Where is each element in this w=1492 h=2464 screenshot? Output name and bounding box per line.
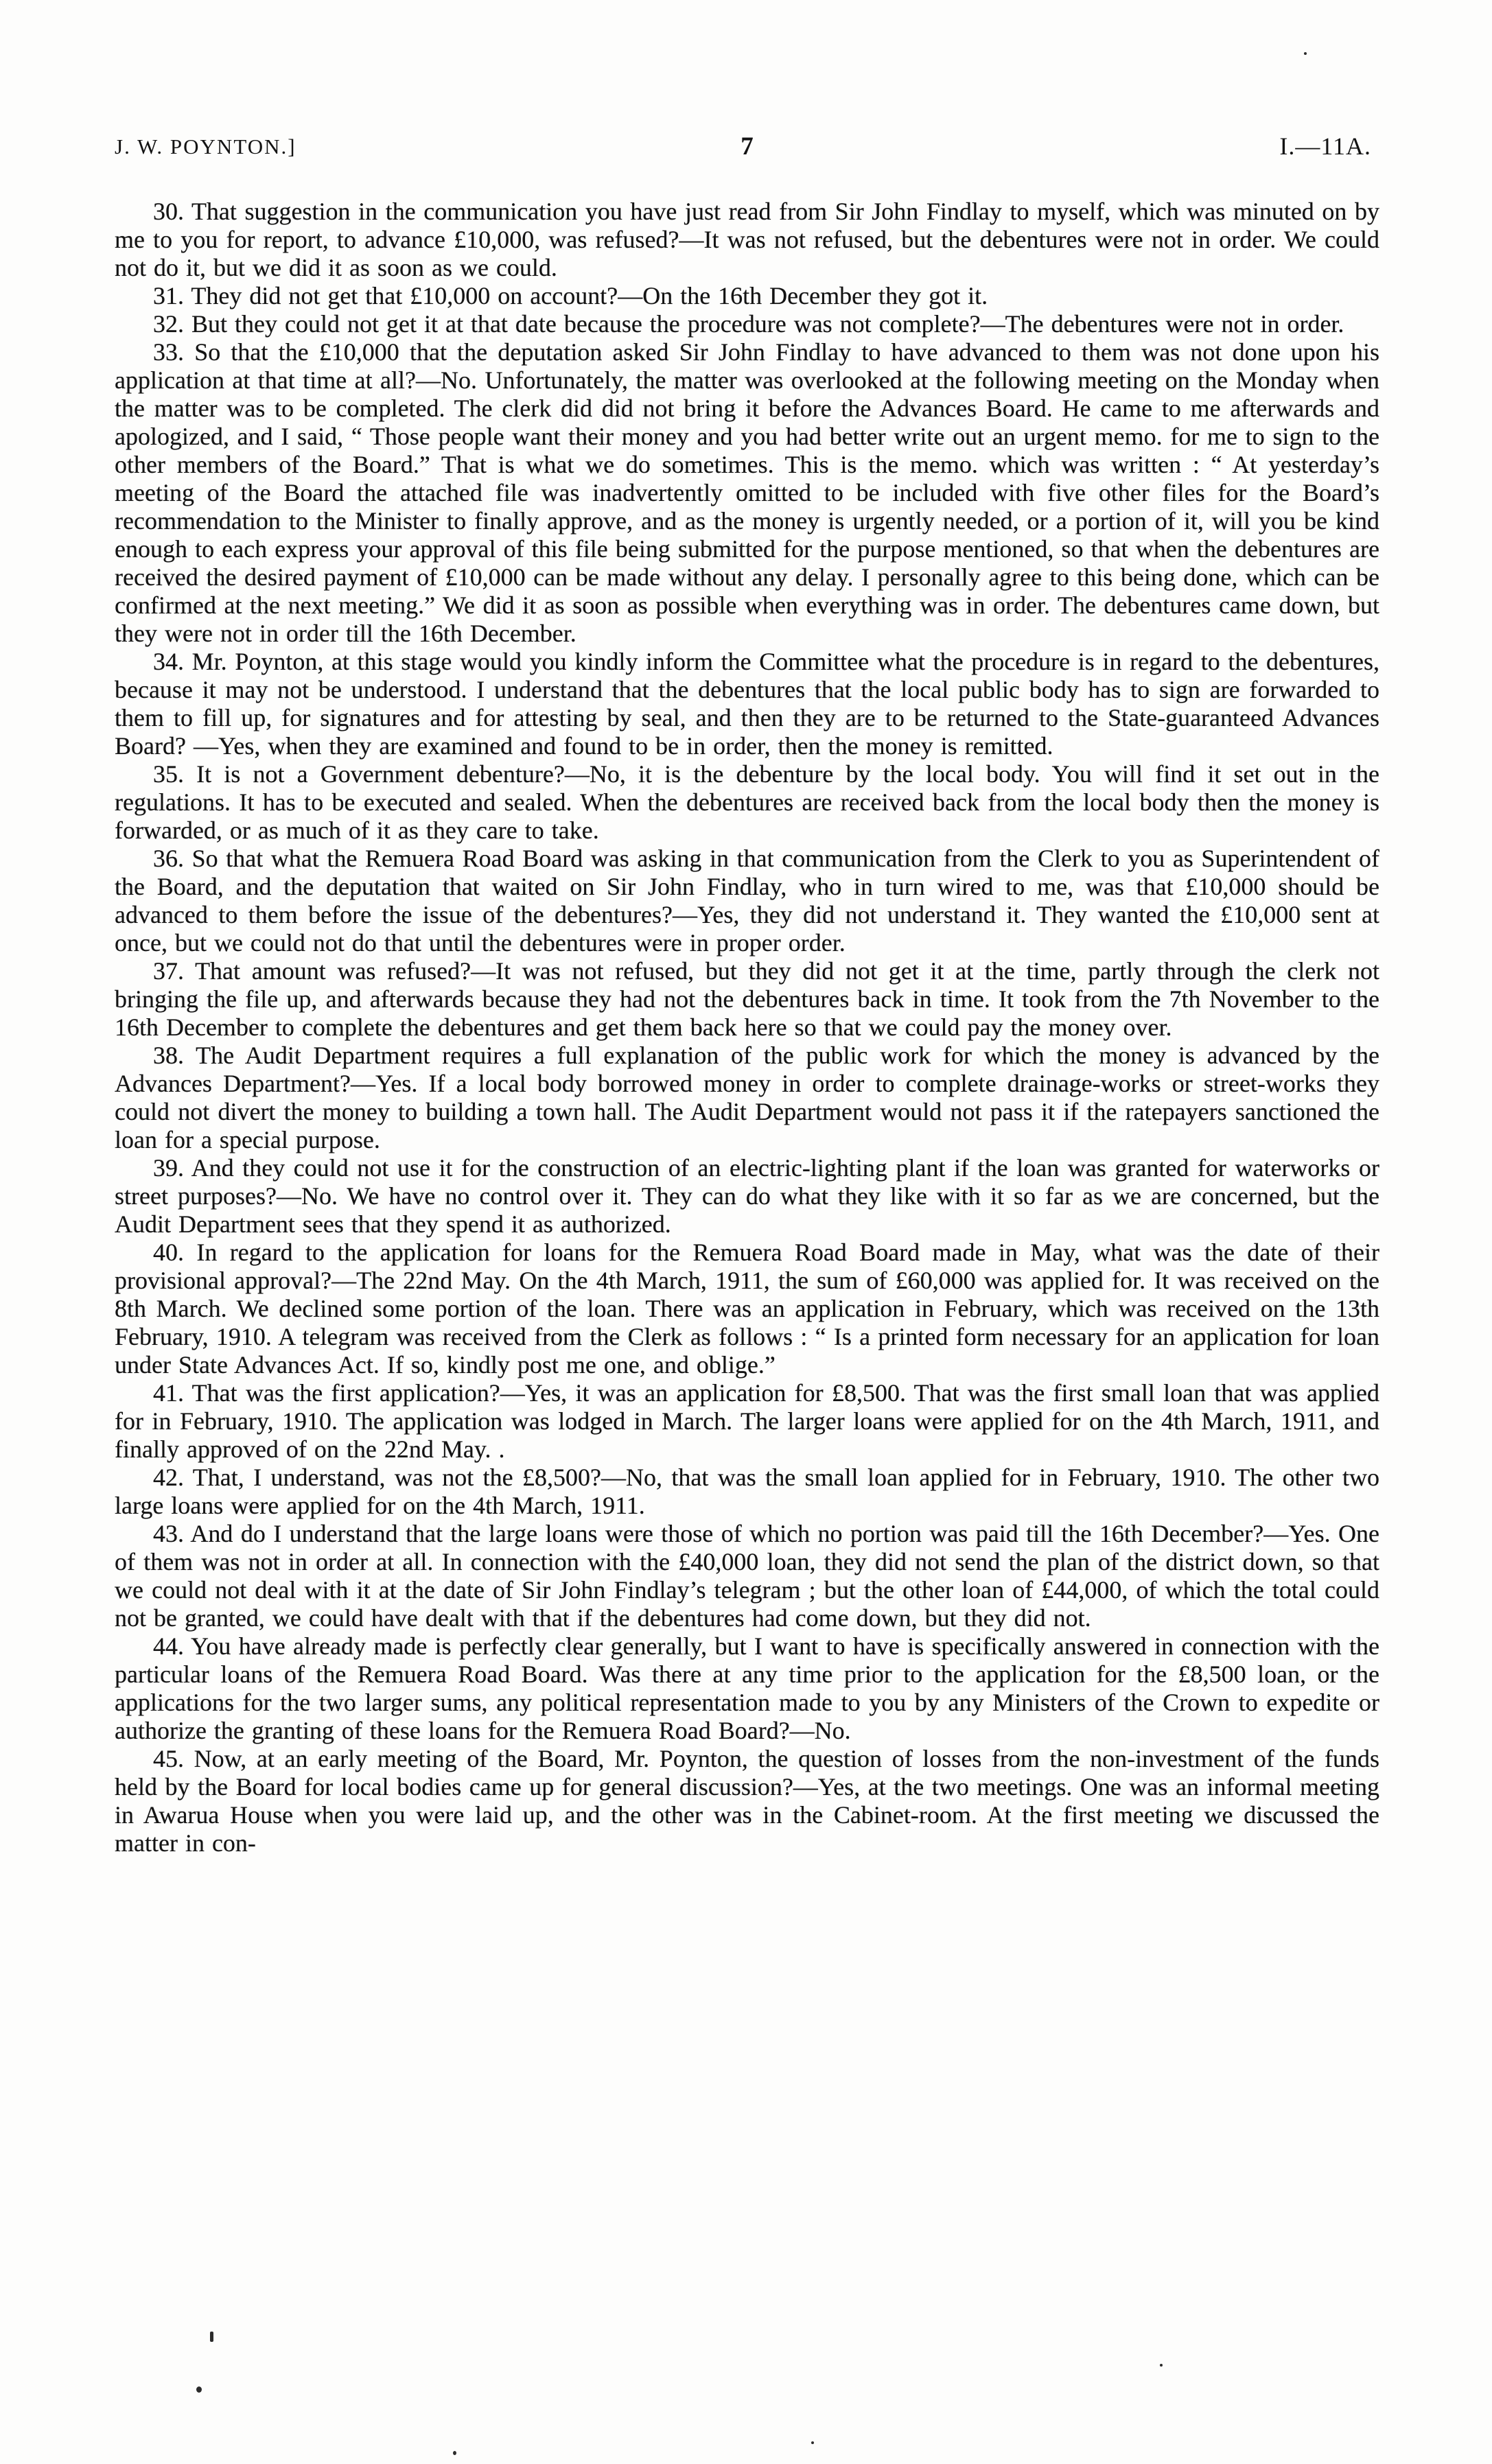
ink-speck [811,2441,814,2444]
qa-paragraph-40: 40. In regard to the application for loans for the Remuera Road Board made in May, what was the date of their provisional approval?—The 22nd May. On the 4th March, 1911, the sum of £60,000 was applied for. It was received on the 8th March. We declined some portion of the loan. There was an application in February, which was received on the 13th February, 1910. A telegram was received from the Clerk as follows : “ Is a printed form necessary for an application for loan under State Advances Act. If so, kindly post me one, and oblige.” [115,1239,1379,1378]
qa-paragraph-41: 41. That was the first application?—Yes, it was an application for £8,500. That was the first small loan that was applied for in February, 1910. The application was lodged in March. The larger loans were applied for on the 4th March, 1911, and finally approved of on the 22nd May. . [115,1379,1379,1463]
qa-paragraph-31: 31. They did not get that £10,000 on account?—On the 16th December they got it. [153,282,988,309]
qa-paragraph-35: 35. It is not a Government debenture?—No, it is the debenture by the local body. You will find it set out in the regulations. It has to be executed and sealed. When the debentures are received back from the local body then the money is forwarded, or as much of it as they care to take. [115,760,1379,844]
qa-paragraph-37: 37. That amount was refused?—It was not refused, but they did not get it at the time, partly through the clerk not bringing the file up, and afterwards because they had not the debentures back in time. It took from the 7th November to the 16th December to complete the debentures and get them back here so that we could pay the money over. [115,957,1379,1041]
page-header [115,132,1379,166]
page-number: 7 [741,132,754,161]
qa-paragraph-30: 30. That suggestion in the communication you have just read from Sir John Findlay to myself, which was minuted on by me to you for report, to advance £10,000, was refused?—It was not refused, but the debentures were not in order. We could not do it, but we did it as soon as we could. [115,198,1379,281]
qa-paragraph-45: 45. Now, at an early meeting of the Board, Mr. Poynton, the question of losses from the non-investment of the funds held by the Board for local bodies came up for general discussion?—Yes, at the two meetings. One was an informal meeting in Awarua House when you were laid up, and the other was in the Cabinet-room. At the first meeting we discussed the matter in con- [115,1745,1379,1857]
ink-speck [210,2332,213,2342]
qa-paragraph-33: 33. So that the £10,000 that the deputation asked Sir John Findlay to have advanced to them was not done upon his application at that time at all?—No. Unfortunately, the matter was overlooked at the following meeting on the Monday when the matter was to be completed. The clerk did did not bring it before the Advances Board. He came to me afterwards and apologized, and I said, “ Those people want their money and you had better write out an urgent memo. for me to sign to the other members of the Board.” That is what we do sometimes. This is the memo. which was written : “ At yesterday’s meeting of the Board the attached file was inadvertently omitted to be included with five other files for the Board’s recommendation to the Minister to finally approve, and as the money is urgently needed, or a portion of it, will you be kind enough to each express your approval of this file being submitted for the purpose mentioned, so that when the debentures are received the desired payment of £10,000 can be made without any delay. I personally agree to this being done, which can be confirmed at the next meeting.” We did it as soon as possible when everything was in order. The debentures came down, but they were not in order till the 16th December. [115,338,1379,647]
qa-paragraph-34: 34. Mr. Poynton, at this stage would you kindly inform the Committee what the procedure is in regard to the debentures, because it may not be understood. I understand that the debentures that the local public body has to sign are forwarded to them to fill up, for signatures and for attesting by seal, and then they are to be returned to the State-guaranteed Advances Board? —Yes, when they are examined and found to be in order, then the money is remitted. [115,648,1379,760]
qa-paragraph-38: 38. The Audit Department requires a full explanation of the public work for which the money is advanced by the Advances Department?—Yes. If a local body borrowed money in order to complete drainage-works or street-works they could not divert the money to building a town hall. The Audit Department would not pass it if the ratepayers sanctioned the loan for a special purpose. [115,1042,1379,1153]
ink-speck [1160,2364,1163,2367]
paper-reference: I.—11A. [1279,132,1371,160]
header-witness-name: J. W. POYNTON.] [115,134,296,159]
qa-paragraph-39: 39. And they could not use it for the construction of an electric-lighting plant if the loan was granted for waterworks or street purposes?—No. We have no control over it. They can do what they like with it so far as we are concerned, but the Audit Department sees that they spend it as authorized. [115,1154,1379,1238]
qa-paragraph-32: 32. But they could not get it at that date because the procedure was not complete?—The debentures were not in order. [153,310,1344,338]
qa-paragraph-42: 42. That, I understand, was not the £8,500?—No, that was the small loan applied for in February, 1910. The other two large loans were applied for on the 4th March, 1911. [115,1464,1379,1519]
qa-paragraph-43: 43. And do I understand that the large loans were those of which no portion was paid till the 16th December?—Yes. One of them was not in order at all. In connection with the £40,000 loan, they did not send the plan of the district down, so that we could not deal with it at the date of Sir John Findlay’s telegram ; but the other loan of £44,000, of which the total could not be granted, we could have dealt with that if the debentures had come down, but they did not. [115,1520,1379,1632]
ink-speck [1304,52,1307,55]
ink-speck [196,2386,202,2393]
qa-paragraph-44: 44. You have already made is perfectly clear generally, but I want to have is specifically answered in connection with the particular loans of the Remuera Road Board. Was there at any time prior to the application for the £8,500 loan, or the applications for the two larger sums, any political representation made to you by any Ministers of the Crown to expedite or authorize the granting of these loans for the Remuera Road Board?—No. [115,1632,1379,1744]
testimony-body [115,198,1379,1857]
ink-speck [453,2451,456,2455]
qa-paragraph-36: 36. So that what the Remuera Road Board was asking in that communication from the Clerk to you as Superintendent of the Board, and the deputation that waited on Sir John Findlay, who in turn wired to me, was that £10,000 should be advanced to them before the issue of the debentures?—Yes, they did not understand it. They wanted the £10,000 sent at once, but we could not do that until the debentures were in proper order. [115,845,1379,957]
